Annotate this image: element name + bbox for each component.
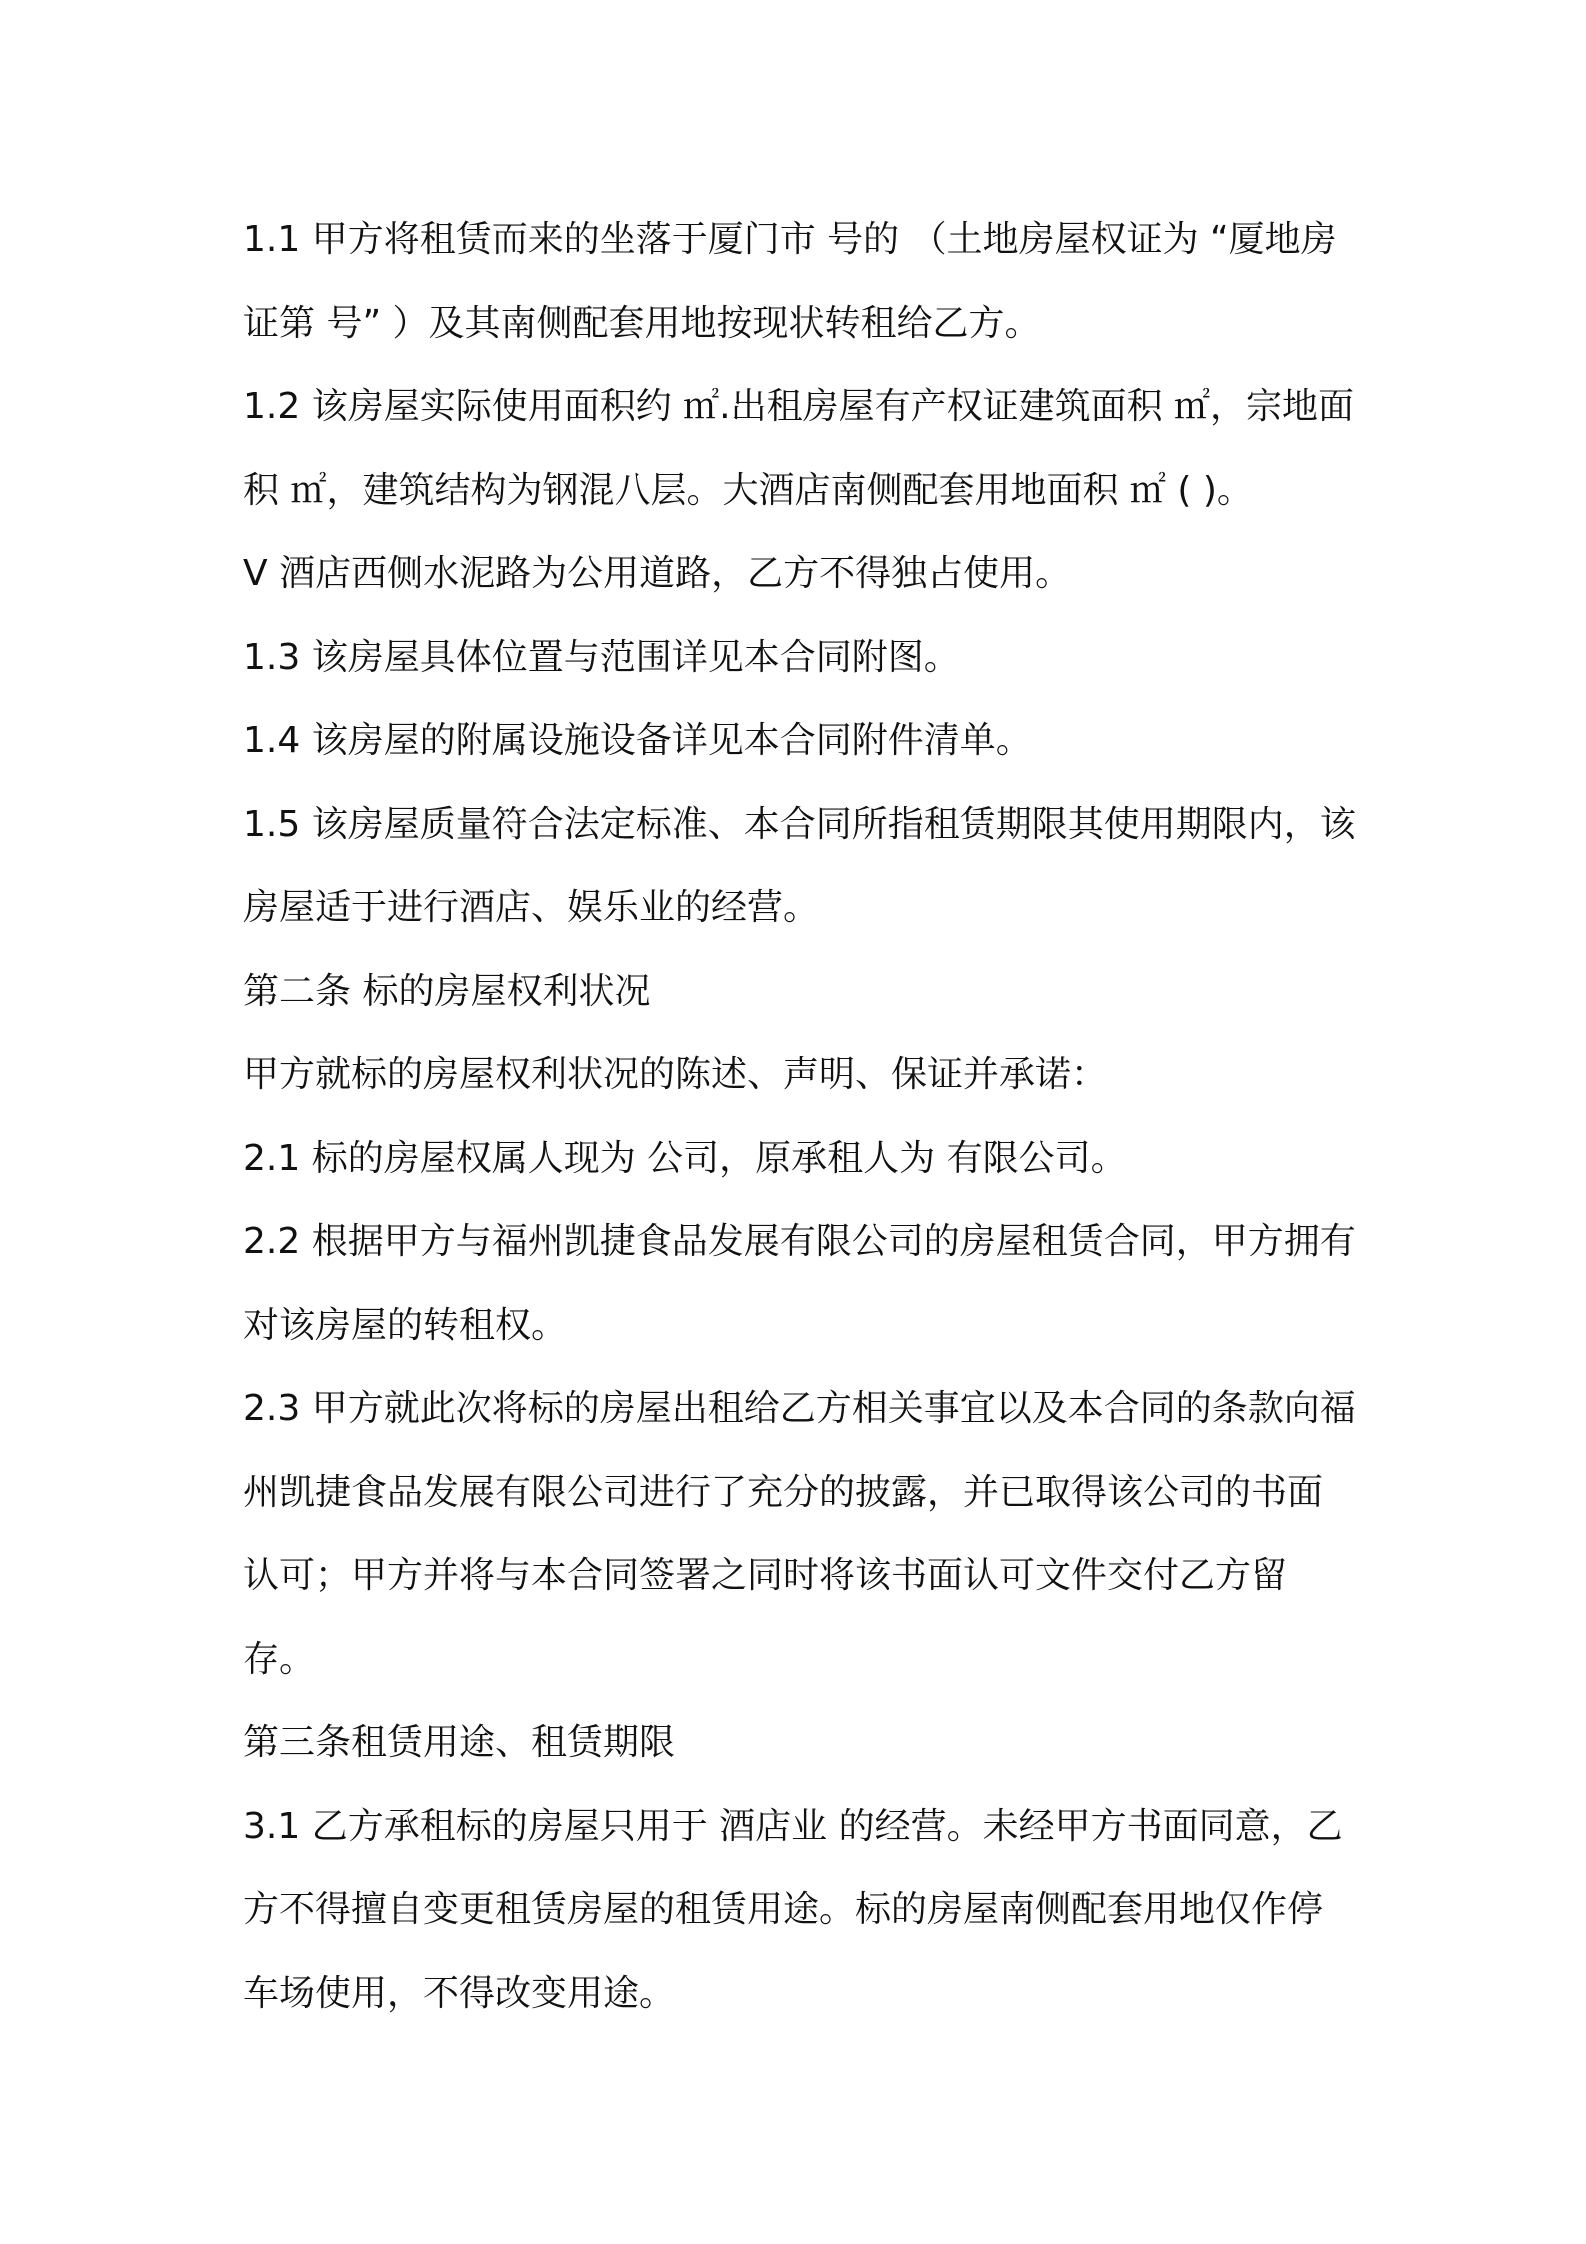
article-2-heading: 第二条 标的房屋权利状况: [243, 970, 651, 1012]
clause-1-4: 1.4 该房屋的附属设施设备详见本合同附件清单。: [243, 720, 1032, 761]
article-2-intro: 甲方就标的房屋权利状况的陈述、声明、保证并承诺：: [243, 1054, 1108, 1095]
clause-1-2: 1.2 该房屋实际使用面积约 ㎡.出租房屋有产权证建筑面积 ㎡，宗地面积 ㎡，建筑结构为钢混八层。大酒店南侧配套用地面积 ㎡ ( )。: [243, 386, 1355, 511]
clause-1-1: 1.1 甲方将租赁而来的坐落于厦门市 号的 （土地房屋权证为 “厦地房证第 号” ）及其南侧配套用地按现状转租给乙方。: [243, 219, 1337, 344]
document-body: [243, 198, 1358, 2035]
clause-2-1: 2.1 标的房屋权属人现为 公司，原承租人为 有限公司。: [243, 1137, 1127, 1179]
clause-1-5: 1.5 该房屋质量符合法定标准、本合同所指租赁期限其使用期限内，该房屋适于进行酒店、娱乐业的经营。: [243, 803, 1356, 928]
clause-1-3: 1.3 该房屋具体位置与范围详见本合同附图。: [243, 636, 960, 678]
clause-1-2-note: V 酒店西侧水泥路为公用道路，乙方不得独占使用。: [243, 553, 1072, 594]
clause-3-1: 3.1 乙方承租标的房屋只用于 酒店业 的经营。未经甲方书面同意，乙方不得擅自变更租赁房屋的租赁用途。标的房屋南侧配套用地仅作停车场使用，不得改变用途。: [243, 1805, 1343, 2014]
clause-2-2: 2.2 根据甲方与福州凯捷食品发展有限公司的房屋租赁合同，甲方拥有对该房屋的转租权。: [243, 1221, 1356, 1346]
article-3-heading: 第三条租赁用途、租赁期限: [243, 1722, 676, 1763]
clause-2-3: 2.3 甲方就此次将标的房屋出租给乙方相关事宜以及本合同的条款向福州凯捷食品发展有限公司进行了充分的披露，并已取得该公司的书面认可；甲方并将与本合同签署之同时将该书面认可文件交付乙方留存。: [243, 1388, 1356, 1680]
